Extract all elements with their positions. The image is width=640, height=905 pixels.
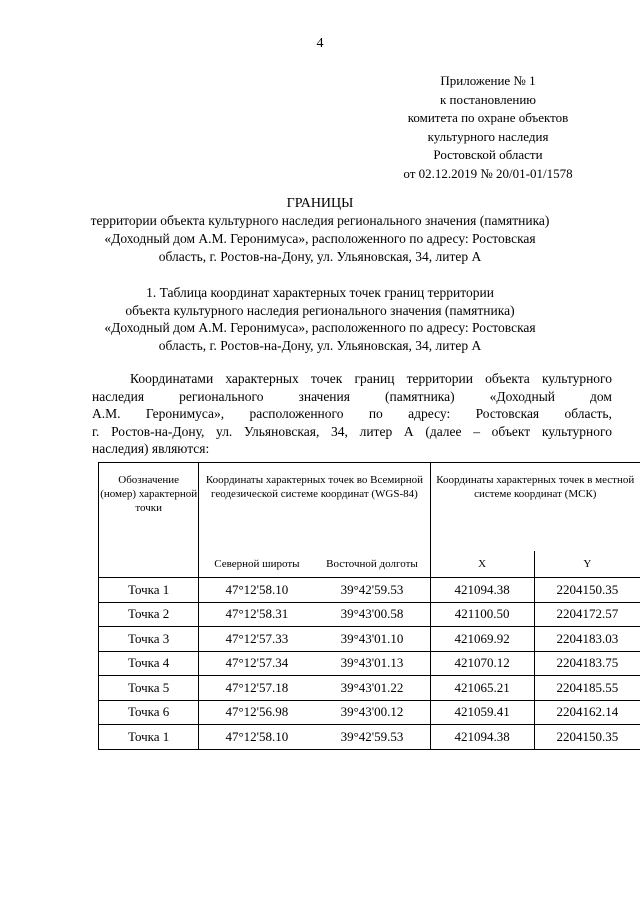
intro-word: Ростовская <box>475 406 540 421</box>
appendix-line: от 02.12.2019 № 20/01-01/1578 <box>403 165 573 181</box>
y-coordinate-cell: 2204183.03 <box>534 627 640 652</box>
x-coordinate-cell: 421065.21 <box>430 676 534 701</box>
intro-word: расположенного <box>249 406 344 421</box>
subtitle-line: область, г. Ростов-на-Дону, ул. Ульяновская, 34, литер А <box>158 249 482 264</box>
header-designation: Обозначение (номер) характерной точки <box>99 463 199 552</box>
header-north: Северной широты <box>214 558 300 570</box>
point-name-cell: Точка 5 <box>99 676 199 701</box>
north-latitude-cell: 47°12'58.10 <box>199 725 315 750</box>
intro-word: 34, <box>331 423 348 439</box>
table-caption <box>60 284 580 354</box>
y-coordinate-cell: 2204183.75 <box>534 651 640 676</box>
intro-word: А.М. <box>92 406 121 421</box>
east-longitude-cell: 39°43'01.22 <box>314 676 430 701</box>
appendix-line: к постановлению <box>439 91 537 107</box>
caption-line: «Доходный дом А.М. Геронимуса», расположенного по адресу: Ростовская <box>104 320 536 335</box>
x-coordinate-cell: 421100.50 <box>430 602 534 627</box>
table-row <box>99 676 640 701</box>
x-coordinate-cell: 421094.38 <box>430 725 534 750</box>
x-coordinate-cell: 421069.92 <box>430 627 534 652</box>
caption-line: 1. Таблица координат характерных точек границ территории <box>146 285 494 300</box>
north-latitude-cell: 47°12'57.33 <box>199 627 315 652</box>
intro-word: регионального <box>179 388 264 404</box>
intro-word: «Доходный <box>489 388 556 404</box>
appendix-header <box>360 72 616 183</box>
intro-line <box>92 423 612 441</box>
intro-word: объект <box>491 423 531 439</box>
intro-line <box>92 370 612 388</box>
point-name-cell: Точка 6 <box>99 700 199 725</box>
header-x: X <box>430 551 534 578</box>
intro-word: Геронимуса», <box>145 406 225 421</box>
intro-word: г. <box>92 423 100 439</box>
appendix-line: комитета по охране объектов <box>407 110 569 125</box>
intro-paragraph <box>92 370 612 458</box>
intro-word: характерных <box>225 371 299 386</box>
east-longitude-cell: 39°42'59.53 <box>314 578 430 603</box>
y-coordinate-cell: 2204172.57 <box>534 602 640 627</box>
intro-word: адресу: <box>408 406 451 421</box>
intro-word: наследия) являются: <box>92 441 210 456</box>
east-longitude-cell: 39°43'00.12 <box>314 700 430 725</box>
intro-word: точек <box>310 371 343 386</box>
table-row <box>99 627 640 652</box>
intro-word: область, <box>564 406 612 421</box>
header-msk: Координаты характерных точек в местной системе координат (МСК) <box>430 463 640 552</box>
table-row <box>99 700 640 725</box>
east-longitude-cell: 39°43'01.10 <box>314 627 430 652</box>
intro-line <box>92 440 612 458</box>
north-latitude-cell: 47°12'57.34 <box>199 651 315 676</box>
header-wgs: Координаты характерных точек во Всемирной геодезической системе координат (WGS-84) <box>199 463 430 552</box>
north-latitude-cell: 47°12'58.31 <box>199 602 315 627</box>
coordinates-table <box>98 462 640 750</box>
intro-word: культурного <box>541 423 612 439</box>
table-row <box>99 602 640 627</box>
x-coordinate-cell: 421094.38 <box>430 578 534 603</box>
caption-line: объекта культурного наследия регионального значения (памятника) <box>125 302 515 318</box>
north-latitude-cell: 47°12'57.18 <box>199 676 315 701</box>
appendix-line: культурного наследия <box>427 128 549 144</box>
appendix-line: Ростовской области <box>433 147 543 162</box>
page-number: 4 <box>316 36 324 51</box>
east-longitude-cell: 39°42'59.53 <box>314 725 430 750</box>
intro-word: дом <box>590 388 612 404</box>
north-latitude-cell: 47°12'56.98 <box>199 700 315 725</box>
intro-word: (памятника) <box>384 388 455 404</box>
point-name-cell: Точка 3 <box>99 627 199 652</box>
intro-word: А <box>403 423 414 439</box>
point-name-cell: Точка 1 <box>99 578 199 603</box>
intro-word: значения <box>298 388 350 404</box>
caption-line: область, г. Ростов-на-Дону, ул. Ульяновская, 34, литер А <box>158 337 482 353</box>
y-coordinate-cell: 2204185.55 <box>534 676 640 701</box>
x-coordinate-cell: 421059.41 <box>430 700 534 725</box>
table-row <box>99 578 640 603</box>
header-y: Y <box>583 558 592 570</box>
east-longitude-cell: 39°43'00.58 <box>314 602 430 627</box>
intro-word: – <box>473 423 480 439</box>
point-name-cell: Точка 1 <box>99 725 199 750</box>
header-blank <box>99 551 199 578</box>
intro-word: культурного <box>541 371 612 386</box>
intro-word: Ростов-на-Дону, <box>111 423 205 439</box>
north-latitude-cell: 47°12'58.10 <box>199 578 315 603</box>
x-coordinate-cell: 421070.12 <box>430 651 534 676</box>
y-coordinate-cell: 2204162.14 <box>534 700 640 725</box>
intro-word: Координатами <box>130 371 214 386</box>
table-row <box>99 651 640 676</box>
intro-word: по <box>368 406 383 421</box>
intro-word: (далее <box>425 423 462 439</box>
intro-line <box>92 405 612 423</box>
y-coordinate-cell: 2204150.35 <box>534 725 640 750</box>
intro-word: Ульяновская, <box>244 423 320 439</box>
header-east: Восточной долготы <box>314 551 430 578</box>
east-longitude-cell: 39°43'01.13 <box>314 651 430 676</box>
intro-line <box>92 388 612 406</box>
intro-word: литер <box>359 423 393 439</box>
intro-word: территории <box>406 371 473 386</box>
document-subtitle <box>60 212 580 266</box>
subtitle-line: территории объекта культурного наследия регионального значения (памятника) <box>90 213 550 228</box>
document-title: ГРАНИЦЫ <box>286 196 354 211</box>
intro-word: ул. <box>216 423 233 439</box>
intro-word: объекта <box>485 371 530 386</box>
appendix-line: Приложение № 1 <box>440 73 536 88</box>
point-name-cell: Точка 4 <box>99 651 199 676</box>
intro-word: границ <box>354 371 395 386</box>
intro-word: наследия <box>92 388 145 404</box>
point-name-cell: Точка 2 <box>99 602 199 627</box>
subtitle-line: «Доходный дом А.М. Геронимуса», расположенного по адресу: Ростовская <box>104 231 536 246</box>
table-row <box>99 725 640 750</box>
y-coordinate-cell: 2204150.35 <box>534 578 640 603</box>
